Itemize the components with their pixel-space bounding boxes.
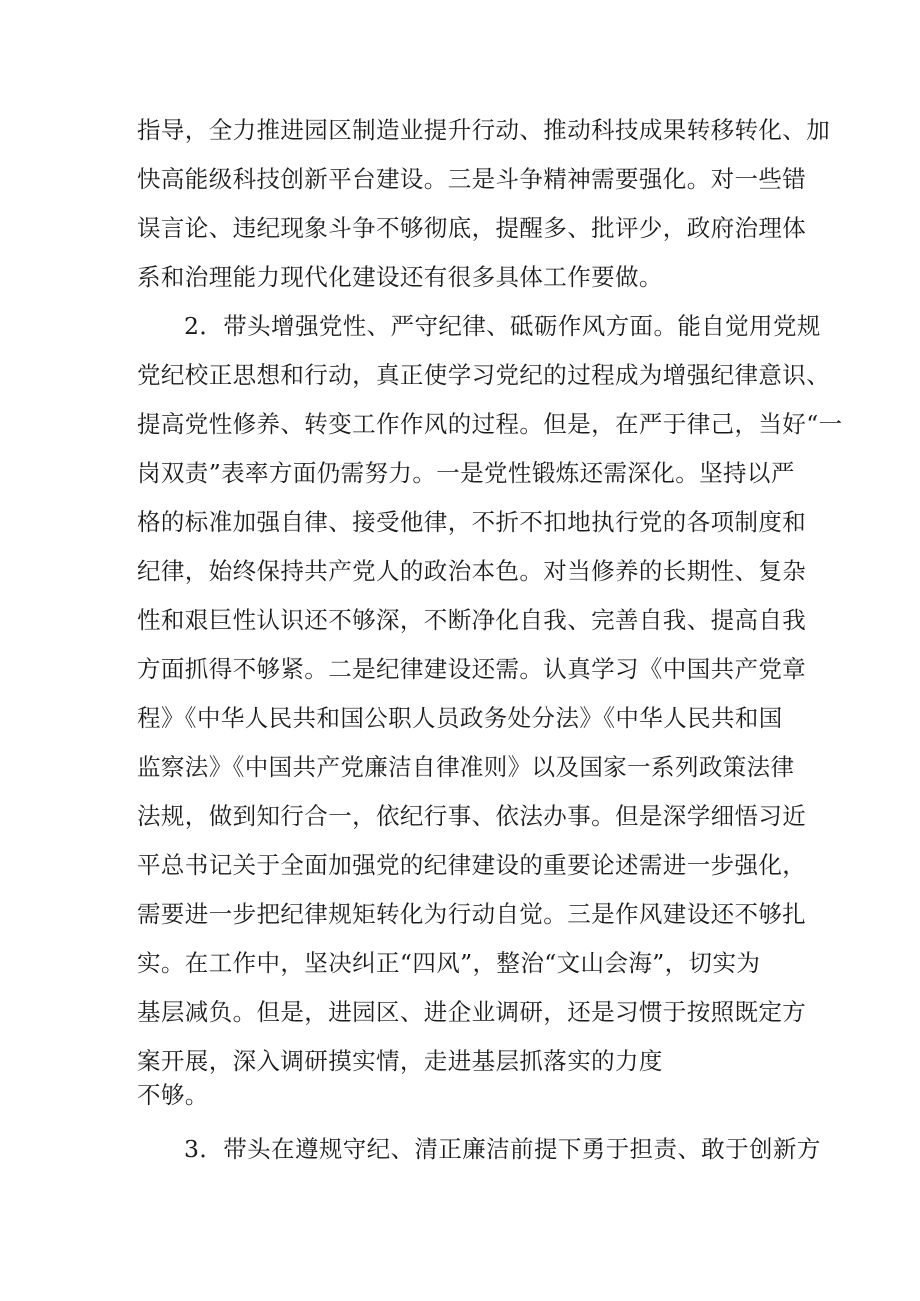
text-line: 程》《中华人民共和国公职人员政务处分法》《中华人民共和国 bbox=[137, 704, 783, 732]
text-line: 监察法》《中国共产党廉洁自律准则》以及国家一系列政策法律 bbox=[137, 753, 795, 781]
text-line: 指导，全力推进园区制造业提升行动、推动科技成果转移转化、加 bbox=[137, 116, 831, 144]
text-line: 党纪校正思想和行动，真正使学习党纪的过程成为增强纪律意识、 bbox=[137, 361, 831, 389]
section-heading-line: 2．带头增强党性、严守纪律、砥砺作风方面。能自觉用党规 bbox=[184, 312, 821, 340]
text-line: 误言论、违纪现象斗争不够彻底，提醒多、批评少，政府治理体 bbox=[137, 214, 807, 242]
text-line: 方面抓得不够紧。二是纪律建设还需。认真学习《中国共产党章 bbox=[137, 655, 807, 683]
text-line: 系和治理能力现代化建设还有很多具体工作要做。 bbox=[137, 263, 663, 291]
text-line: 纪律，始终保持共产党人的政治本色。对当修养的长期性、复杂 bbox=[137, 557, 807, 585]
text-line: 平总书记关于全面加强党的纪律建设的重要论述需进一步强化， bbox=[137, 851, 807, 879]
text-line: 格的标准加强自律、接受他律，不折不扣地执行党的各项制度和 bbox=[137, 508, 807, 536]
text-line: 基层减负。但是，进园区、进企业调研，还是习惯于按照既定方 bbox=[137, 998, 807, 1026]
text-line: 案开展，深入调研摸实情，走进基层抓落实的力度 bbox=[137, 1047, 663, 1075]
text-line: 岗双责”表率方面仍需努力。一是党性锻炼还需深化。坚持以严 bbox=[137, 459, 795, 487]
text-line: 需要进一步把纪律规矩转化为行动自觉。三是作风建设还不够扎 bbox=[137, 900, 807, 928]
text-line: 提高党性修养、转变工作作风的过程。但是，在严于律己，当好“一 bbox=[137, 410, 843, 438]
text-line: 性和艰巨性认识还不够深，不断净化自我、完善自我、提高自我 bbox=[137, 606, 807, 634]
section-heading-line: 3．带头在遵规守纪、清正廉洁前提下勇于担责、敢于创新方 bbox=[184, 1135, 821, 1163]
text-line: 法规，做到知行合一，依纪行事、依法办事。但是深学细悟习近 bbox=[137, 802, 807, 830]
text-line: 实。在工作中，坚决纠正“四风”，整治“文山会海”，切实为 bbox=[137, 949, 761, 977]
text-line: 不够。 bbox=[137, 1081, 209, 1109]
text-line: 快高能级科技创新平台建设。三是斗争精神需要强化。对一些错 bbox=[137, 165, 807, 193]
